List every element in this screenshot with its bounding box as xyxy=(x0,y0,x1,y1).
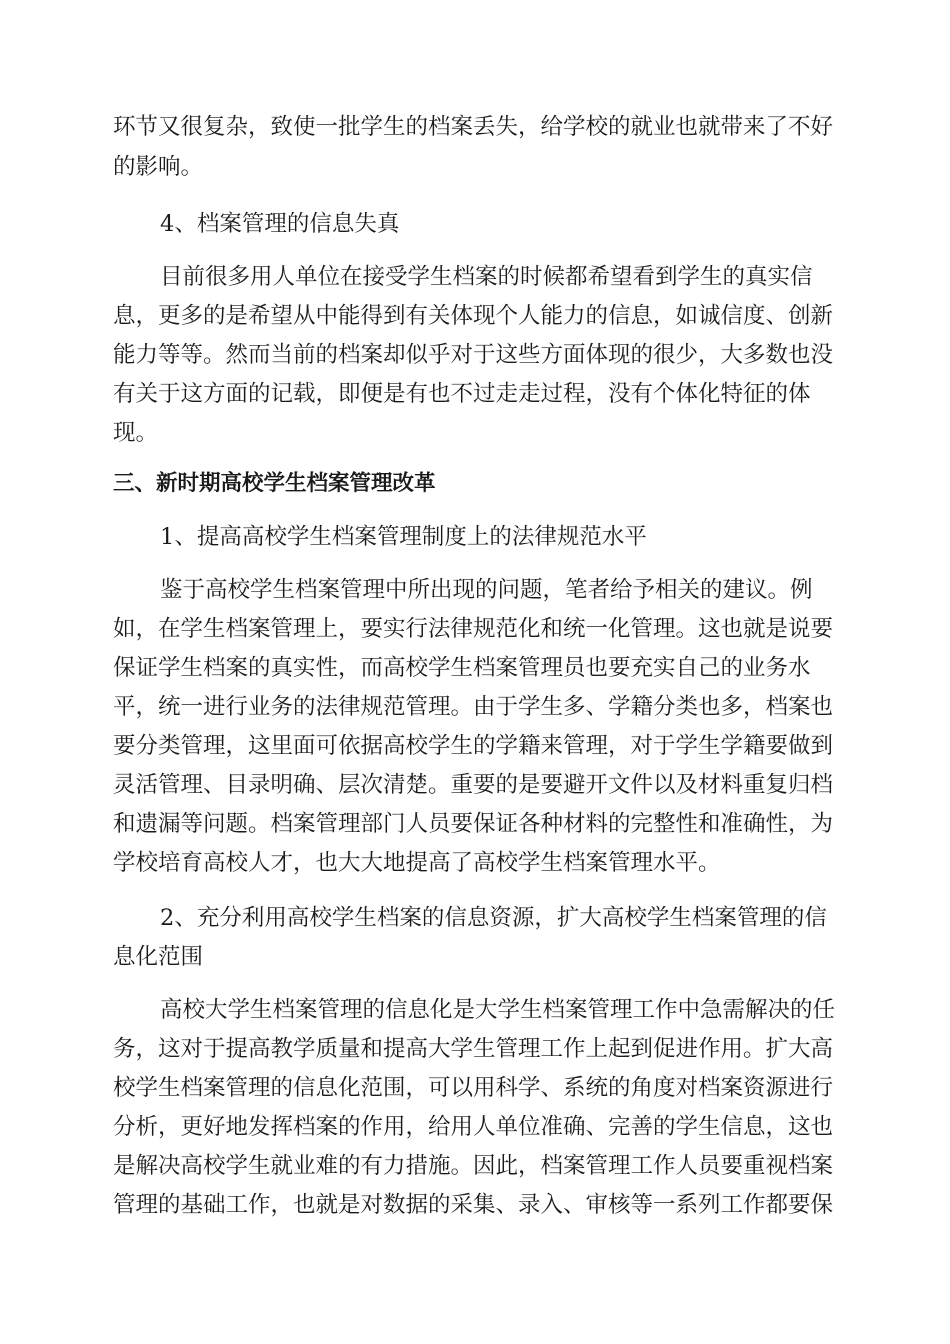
body-text-line: 学校培育高校人才，也大大地提高了高校学生档案管理水平。 xyxy=(113,850,721,876)
body-text-line: 平，统一进行业务的法律规范管理。由于学生多、学籍分类也多，档案也 xyxy=(113,694,834,720)
subheading-4: 4、档案管理的信息失真 xyxy=(160,211,400,237)
body-text-line: 的影响。 xyxy=(113,154,204,180)
body-text-line: 目前很多用人单位在接受学生档案的时候都希望看到学生的真实信 xyxy=(160,264,813,290)
body-text-line: 校学生档案管理的信息化范围，可以用科学、系统的角度对档案资源进行 xyxy=(113,1075,834,1101)
body-text-line: 能力等等。然而当前的档案却似乎对于这些方面体现的很少，大多数也没 xyxy=(113,342,834,368)
subheading-2-continued: 息化范围 xyxy=(113,944,204,970)
body-text-line: 分析，更好地发挥档案的作用，给用人单位准确、完善的学生信息，这也 xyxy=(113,1114,834,1140)
subheading-2: 2、充分利用高校学生档案的信息资源，扩大高校学生档案管理的信 xyxy=(160,905,827,931)
body-text-line: 有关于这方面的记载，即便是有也不过走走过程，没有个体化特征的体 xyxy=(113,381,811,407)
body-text-line: 高校大学生档案管理的信息化是大学生档案管理工作中急需解决的任 xyxy=(160,997,836,1023)
body-text-line: 保证学生档案的真实性，而高校学生档案管理员也要充实自己的业务水 xyxy=(113,655,811,681)
body-text-line: 是解决高校学生就业难的有力措施。因此，档案管理工作人员要重视档案 xyxy=(113,1153,834,1179)
section-heading: 三、新时期高校学生档案管理改革 xyxy=(113,471,436,496)
body-text-line: 息，更多的是希望从中能得到有关体现个人能力的信息，如诚信度、创新 xyxy=(113,303,834,329)
body-text-line: 环节又很复杂，致使一批学生的档案丢失，给学校的就业也就带来了不好 xyxy=(113,114,834,140)
body-text-line: 灵活管理、目录明确、层次清楚。重要的是要避开文件以及材料重复归档 xyxy=(113,772,834,798)
body-text-line: 现。 xyxy=(113,420,159,446)
body-text-line: 和遗漏等问题。档案管理部门人员要保证各种材料的完整性和准确性，为 xyxy=(113,811,834,837)
subheading-1: 1、提高高校学生档案管理制度上的法律规范水平 xyxy=(160,524,647,550)
body-text-line: 如，在学生档案管理上，要实行法律规范化和统一化管理。这也就是说要 xyxy=(113,616,834,642)
body-text-line: 务，这对于提高教学质量和提高大学生管理工作上起到促进作用。扩大高 xyxy=(113,1036,834,1062)
body-text-line: 要分类管理，这里面可依据高校学生的学籍来管理，对于学生学籍要做到 xyxy=(113,733,834,759)
body-text-line: 鉴于高校学生档案管理中所出现的问题，笔者给予相关的建议。例 xyxy=(160,577,813,603)
body-text-line: 管理的基础工作，也就是对数据的采集、录入、审核等一系列工作都要保 xyxy=(113,1192,834,1218)
